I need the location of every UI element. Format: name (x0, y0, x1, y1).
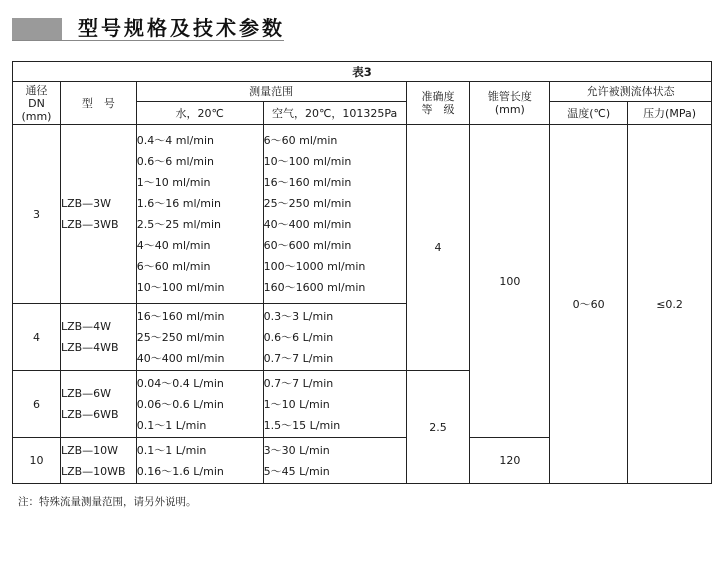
water-range-cell: 0.1～1 L/min 0.16～1.6 L/min (136, 438, 263, 484)
dn-cell: 10 (13, 438, 61, 484)
header-decor-block (12, 18, 62, 40)
air-range-cell: 3～30 L/min 5～45 L/min (263, 438, 406, 484)
length-cell: 120 (470, 438, 550, 484)
accuracy-cell: 2.5 (406, 371, 470, 484)
length-cell: 100 (470, 125, 550, 438)
table-caption: 表3 (13, 62, 712, 82)
header-fluid: 允许被测流体状态 (550, 82, 712, 102)
dn-cell: 6 (13, 371, 61, 438)
temp-cell: 0～60 (550, 125, 628, 484)
accuracy-cell: 4 (406, 125, 470, 371)
header-air: 空气，20℃，101325Pa (263, 102, 406, 125)
air-range-cell: 0.3～3 L/min 0.6～6 L/min 0.7～7 L/min (263, 304, 406, 371)
water-range-cell: 0.04～0.4 L/min 0.06～0.6 L/min 0.1～1 L/min (136, 371, 263, 438)
header-water: 水，20℃ (136, 102, 263, 125)
air-range-cell: 6～60 ml/min 10～100 ml/min 16～160 ml/min 25～250 ml/min 40～400 ml/min 60～600 ml/min 100～1000 ml/min 160～1600 ml/min (263, 125, 406, 304)
pressure-cell: ≤0.2 (628, 125, 712, 484)
header-accuracy: 准确度 等 级 (406, 82, 470, 125)
header-pressure: 压力(MPa) (628, 102, 712, 125)
spec-table (12, 61, 712, 484)
model-cell: LZB—4W LZB—4WB (60, 304, 136, 371)
footnote: 注：特殊流量测量范围，请另外说明。 (18, 496, 197, 508)
header-model: 型 号 (60, 82, 136, 125)
dn-cell: 3 (13, 125, 61, 304)
dn-cell: 4 (13, 304, 61, 371)
page-title: 型号规格及技术参数 (78, 16, 285, 40)
model-cell: LZB—10W LZB—10WB (60, 438, 136, 484)
water-range-cell: 16～160 ml/min 25～250 ml/min 40～400 ml/min (136, 304, 263, 371)
header-temp: 温度(℃) (550, 102, 628, 125)
air-range-cell: 0.7～7 L/min 1～10 L/min 1.5～15 L/min (263, 371, 406, 438)
water-range-cell: 0.4～4 ml/min 0.6～6 ml/min 1～10 ml/min 1.6～16 ml/min 2.5～25 ml/min 4～40 ml/min 6～60 ml/min 10～100 ml/min (136, 125, 263, 304)
model-cell: LZB—6W LZB—6WB (60, 371, 136, 438)
header-length: 锥管长度 (mm) (470, 82, 550, 125)
header-dn: 通径 DN (mm) (13, 82, 61, 125)
header-range: 测量范围 (136, 82, 406, 102)
model-cell: LZB—3W LZB—3WB (60, 125, 136, 304)
